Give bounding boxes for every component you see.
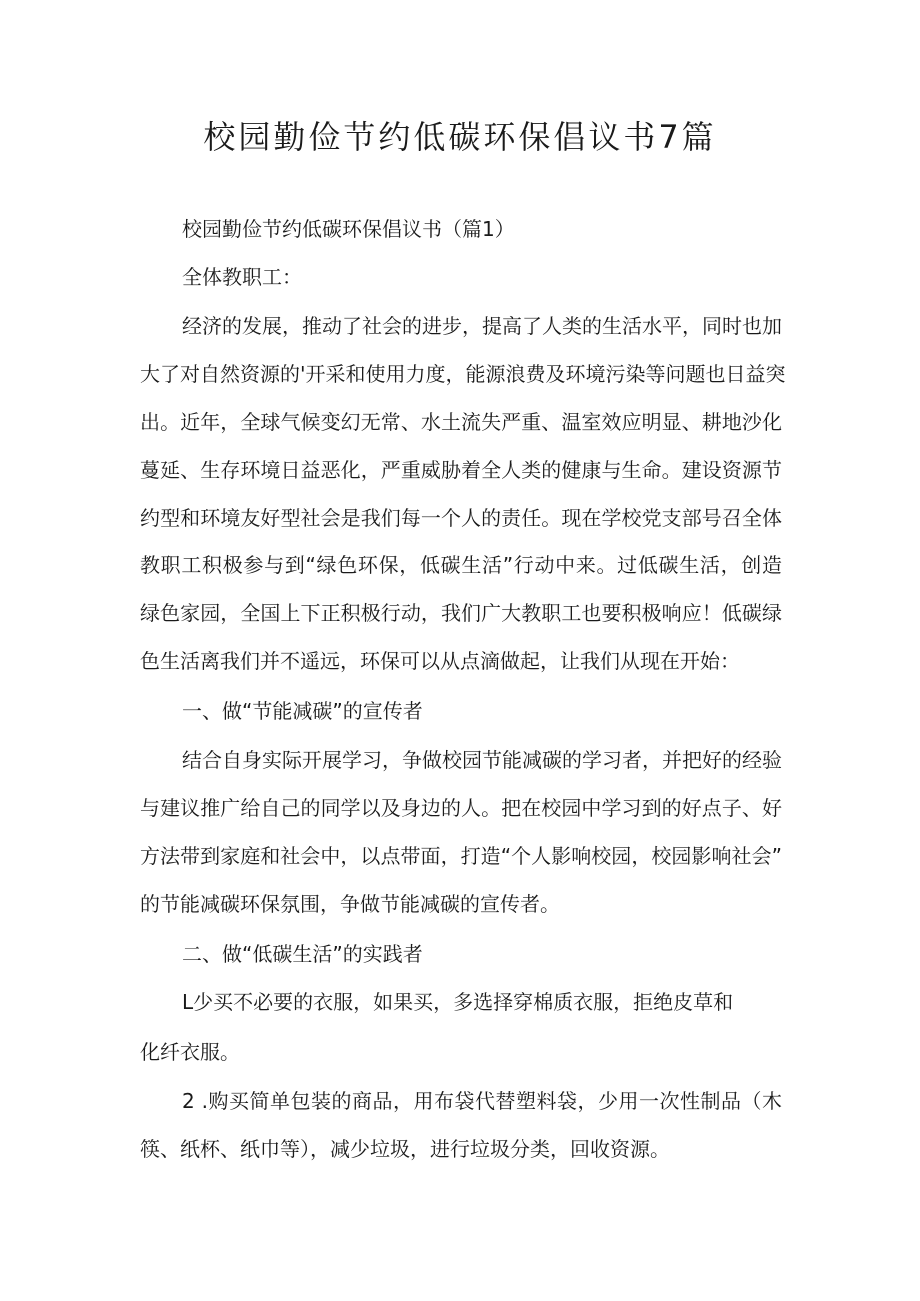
- paragraph-line: 绿色家园，全国上下正积极行动，我们广大教职工也要积极响应！低碳绿: [140, 601, 782, 625]
- paragraph-line: 教职工积极参与到“绿色环保，低碳生活”行动中来。过低碳生活，创造: [140, 553, 782, 577]
- paragraph-line: 的节能减碳环保氛围，争做节能减碳的宣传者。: [140, 892, 560, 916]
- section-heading-3: 二、做“低碳生活”的实践者: [182, 942, 423, 966]
- salutation: 全体教职工：: [182, 265, 302, 289]
- section-heading-1: 校园勤俭节约低碳环保倡议书（篇1）: [182, 217, 515, 241]
- list-item-line: L少买不必要的衣服，如果买，多选择穿棉质衣服，拒绝皮草和: [182, 990, 734, 1014]
- paragraph-line: 色生活离我们并不遥远，环保可以从点滴做起，让我们从现在开始：: [140, 649, 740, 673]
- paragraph-line: 约型和环境友好型社会是我们每一个人的责任。现在学校党支部号召全体: [140, 506, 782, 530]
- paragraph-line: 大了对自然资源的'开采和使用力度，能源浪费及环境污染等问题也日益突: [140, 362, 786, 386]
- list-item-line: 筷、纸杯、纸巾等），减少垃圾，进行垃圾分类，回收资源。: [140, 1137, 670, 1161]
- paragraph-line: 方法带到家庭和社会中，以点带面，打造“个人影响校园，校园影响社会”: [140, 844, 782, 868]
- paragraph-line: 蔓延、生存环境日益恶化，严重威胁着全人类的健康与生命。建设资源节: [140, 458, 782, 482]
- paragraph-line: 经济的发展，推动了社会的进步，提高了人类的生活水平，同时也加: [182, 314, 782, 338]
- section-heading-2: 一、做“节能减碳”的宣传者: [182, 699, 423, 723]
- list-item-line: 2 .购买简单包装的商品，用布袋代替塑料袋，少用一次性制品（木: [182, 1089, 782, 1113]
- paragraph-line: 结合自身实际开展学习，争做校园节能减碳的学习者，并把好的经验: [182, 748, 782, 772]
- document-title: 校园勤俭节约低碳环保倡议书7篇: [203, 118, 717, 156]
- list-item-line: 化纤衣服。: [140, 1040, 240, 1064]
- paragraph-line: 与建议推广给自己的同学以及身边的人。把在校园中学习到的好点子、好: [140, 796, 782, 820]
- paragraph-line: 出。近年，全球气候变幻无常、水土流失严重、温室效应明显、耕地沙化: [140, 410, 782, 434]
